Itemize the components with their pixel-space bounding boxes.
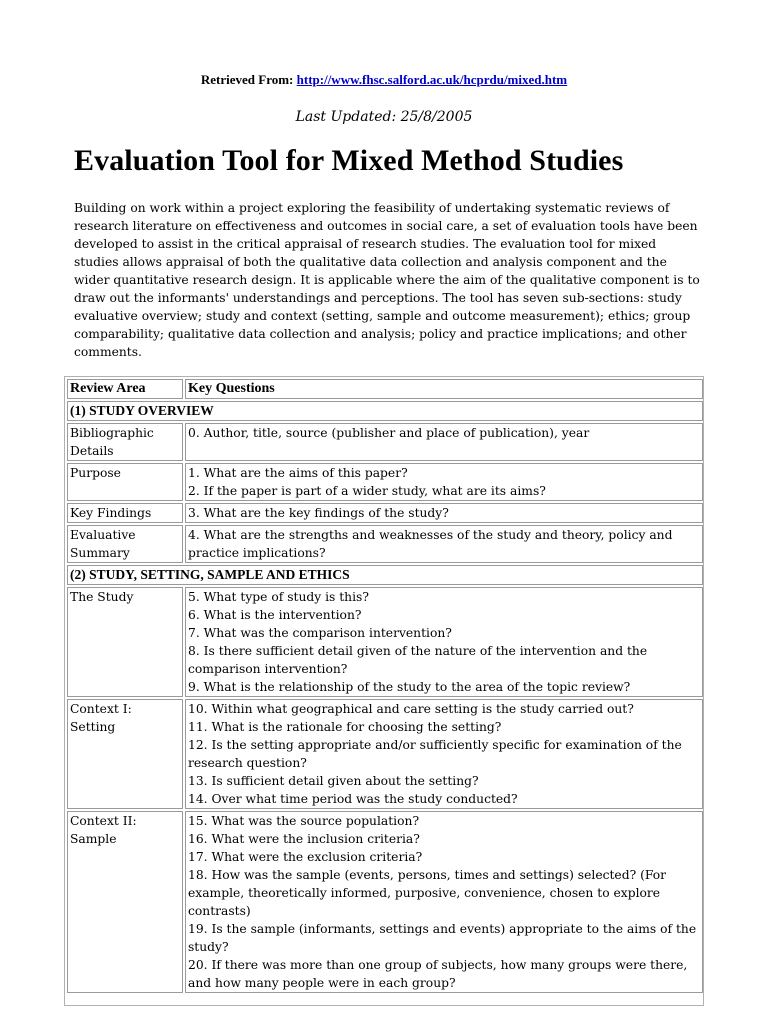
question-line: 10. Within what geographical and care setting is the study carried out? — [188, 702, 634, 716]
evaluation-table — [65, 377, 705, 995]
review-area-cell: Context I: Setting — [67, 699, 183, 809]
column-header-key-questions: Key Questions — [185, 379, 703, 399]
question-line: 16. What were the inclusion criteria? — [188, 832, 420, 846]
table-row — [67, 463, 703, 501]
question-line: 19. Is the sample (informants, settings and events) appropriate to the aims of the study? — [188, 922, 697, 954]
key-questions-cell — [185, 699, 703, 809]
question-line: 2. If the paper is part of a wider study, what are its aims? — [188, 484, 546, 498]
table-row — [67, 811, 703, 993]
section-heading-study-overview: (1) STUDY OVERVIEW — [67, 401, 703, 421]
retrieved-from-label: Retrieved From: — [200, 72, 294, 87]
retrieved-from-line — [0, 72, 768, 88]
question-line: 11. What is the rationale for choosing the setting? — [188, 720, 502, 734]
key-questions-cell — [185, 463, 703, 501]
question-line: 9. What is the relationship of the study to the area of the topic review? — [188, 680, 631, 694]
question-line: 4. What are the strengths and weaknesses of the study and theory, policy and practice implications? — [188, 528, 673, 560]
question-line: 5. What type of study is this? — [188, 590, 369, 604]
question-line: 6. What is the intervention? — [188, 608, 362, 622]
page-title: Evaluation Tool for Mixed Method Studies — [74, 144, 624, 177]
review-area-cell: Key Findings — [67, 503, 183, 523]
review-area-cell: The Study — [67, 587, 183, 697]
section-row — [67, 565, 703, 585]
question-line: 17. What were the exclusion criteria? — [188, 850, 423, 864]
question-line: 15. What was the source population? — [188, 814, 420, 828]
source-url-link[interactable]: http://www.fhsc.salford.ac.uk/hcprdu/mixed.htm — [296, 72, 568, 87]
question-line: 7. What was the comparison intervention? — [188, 626, 452, 640]
question-line: 3. What are the key findings of the study? — [188, 506, 449, 520]
question-line: 20. If there was more than one group of subjects, how many groups were there, and how many people were in each group? — [188, 958, 688, 990]
question-line: 0. Author, title, source (publisher and place of publication), year — [188, 426, 590, 440]
question-line: 14. Over what time period was the study conducted? — [188, 792, 518, 806]
column-header-review-area: Review Area — [67, 379, 183, 399]
last-updated: Last Updated: 25/8/2005 — [295, 109, 473, 125]
question-line: 18. How was the sample (events, persons, times and settings) selected? (For example, theoretically informed, purposive, convenience, chosen to explore contrasts) — [188, 868, 667, 918]
section-heading-study-setting-sample-ethics: (2) STUDY, SETTING, SAMPLE AND ETHICS — [67, 565, 703, 585]
review-area-cell: Bibliographic Details — [67, 423, 183, 461]
question-line: 13. Is sufficient detail given about the setting? — [188, 774, 479, 788]
review-area-cell: Purpose — [67, 463, 183, 501]
table-header-row — [67, 379, 703, 399]
review-area-cell: Context II: Sample — [67, 811, 183, 993]
question-line: 8. Is there sufficient detail given of the nature of the intervention and the comparison intervention? — [188, 644, 648, 676]
key-questions-cell — [185, 525, 703, 563]
question-line: 1. What are the aims of this paper? — [188, 466, 408, 480]
key-questions-cell — [185, 587, 703, 697]
key-questions-cell — [185, 503, 703, 523]
section-row — [67, 401, 703, 421]
review-area-cell: Evaluative Summary — [67, 525, 183, 563]
intro-paragraph: Building on work within a project exploring the feasibility of undertaking systematic reviews of research literature on effectiveness and outcomes in social care, a set of evaluation tools have been developed to assist in the critical appraisal of research studies. The evaluation tool for mixed studies allows appraisal of both the qualitative data collection and analysis component and the wider quantitative research design. It is applicable where the aim of the qualitative component is to draw out the informants' understandings and perceptions. The tool has seven sub-sections: study evaluative overview; study and context (setting, sample and outcome measurement); ethics; group comparability; qualitative data collection and analysis; policy and practice implications; and other comments. — [74, 201, 700, 359]
table-row — [67, 503, 703, 523]
question-line: 12. Is the setting appropriate and/or sufficiently specific for examination of the research question? — [188, 738, 682, 770]
table-row — [67, 525, 703, 563]
table-row — [67, 699, 703, 809]
evaluation-table-container — [64, 376, 704, 1006]
table-row — [67, 587, 703, 697]
key-questions-cell — [185, 423, 703, 461]
key-questions-cell — [185, 811, 703, 993]
table-row — [67, 423, 703, 461]
